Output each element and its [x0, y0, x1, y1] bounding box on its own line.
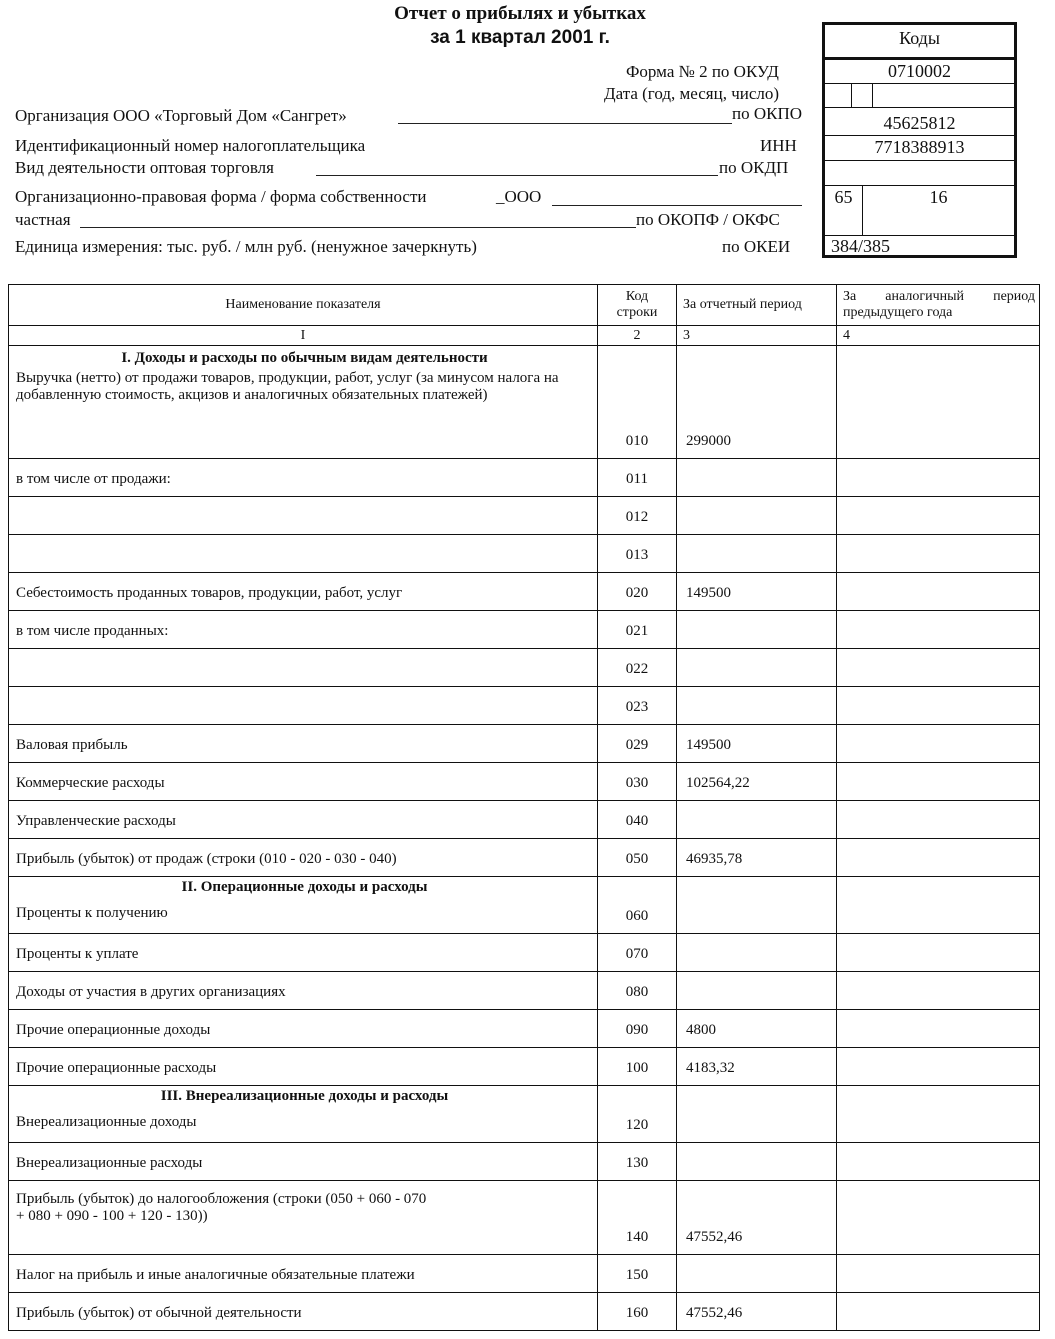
row-current: [677, 687, 837, 725]
table-row: [9, 1181, 1040, 1255]
row-current: [677, 1143, 837, 1181]
row-current: 4183,32: [677, 1048, 837, 1086]
activity-underline: [316, 175, 718, 176]
row-name: в том числе от продажи:: [9, 459, 598, 497]
row-previous: [837, 1086, 1040, 1143]
okpo-label: по ОКПО: [732, 104, 803, 123]
row-name: Внереализационные доходы: [16, 1114, 197, 1130]
row-name: Налог на прибыль и иные аналогичные обязательные платежи: [9, 1255, 598, 1293]
row-name: Управленческие расходы: [9, 801, 598, 839]
row-previous: [837, 839, 1040, 877]
row-previous: [837, 346, 1040, 459]
row-code: 090: [598, 1010, 677, 1048]
row-code: 080: [598, 972, 677, 1010]
row-current: [677, 649, 837, 687]
unit-label: Единица измерения: тыс. руб. / млн руб. (ненужное зачеркнуть): [15, 237, 477, 256]
legal-form-value: _ООО: [496, 187, 542, 206]
table-row: [9, 725, 1040, 763]
row-code: 050: [598, 839, 677, 877]
okopf-code: 65: [825, 186, 863, 236]
row-name: Валовая прибыль: [9, 725, 598, 763]
col-name-header: Наименование показателя: [9, 285, 598, 326]
okdp-code: [825, 161, 1014, 186]
row-name: Прочие операционные доходы: [9, 1010, 598, 1048]
row-current: [677, 1086, 837, 1143]
row-current: 149500: [677, 725, 837, 763]
row-name: Внереализационные расходы: [9, 1143, 598, 1181]
table-row: [9, 763, 1040, 801]
row-current: 149500: [677, 573, 837, 611]
row-previous: [837, 1010, 1040, 1048]
row-previous: [837, 763, 1040, 801]
organization-underline: [398, 123, 732, 124]
profit-loss-table: [8, 284, 1040, 1331]
row-current: [677, 459, 837, 497]
table-row: [9, 801, 1040, 839]
codes-box: [822, 22, 1017, 258]
row-current: [677, 801, 837, 839]
form-label: Форма № 2 по ОКУД: [626, 62, 779, 81]
row-previous: [837, 573, 1040, 611]
row-name: Себестоимость проданных товаров, продукции, работ, услуг: [9, 573, 598, 611]
row-name: Прибыль (убыток) от продаж (строки (010 - 020 - 030 - 040): [9, 839, 598, 877]
table-row: [9, 877, 1040, 934]
ownership-value: частная: [15, 210, 71, 229]
row-current: 102564,22: [677, 763, 837, 801]
row-code: 040: [598, 801, 677, 839]
row-code: 100: [598, 1048, 677, 1086]
row-previous: [837, 1181, 1040, 1255]
table-row: [9, 346, 1040, 459]
table-row: [9, 1048, 1040, 1086]
row-name: Прочие операционные расходы: [9, 1048, 598, 1086]
ownership-underline: [80, 227, 636, 228]
row-name: [9, 497, 598, 535]
col-number-1: I: [9, 326, 598, 346]
table-row: [9, 1255, 1040, 1293]
okdp-label: по ОКДП: [719, 158, 789, 177]
col-current-header: За отчетный период: [677, 285, 837, 326]
table-row: [9, 573, 1040, 611]
row-code: 011: [598, 459, 677, 497]
section-3-heading: III. Внереализационные доходы и расходы: [160, 1088, 449, 1104]
row-name: Выручка (нетто) от продажи товаров, продукции, работ, услуг (за минусом налога на добавленную стоимость, акцизов и аналогичных обязательных платежей): [16, 370, 559, 403]
okpo-code: 45625812: [825, 108, 1014, 136]
row-current: [677, 611, 837, 649]
table-row: [9, 1010, 1040, 1048]
row-current: [677, 535, 837, 573]
row-current: [677, 934, 837, 972]
table-row: [9, 459, 1040, 497]
row-previous: [837, 1048, 1040, 1086]
row-previous: [837, 649, 1040, 687]
inn-label: ИНН: [760, 136, 797, 155]
table-row: [9, 839, 1040, 877]
row-code: 020: [598, 573, 677, 611]
col-previous-header: За аналогичный период предыдущего года: [837, 285, 1040, 326]
row-previous: [837, 934, 1040, 972]
row-current: [677, 972, 837, 1010]
table-row: [9, 1086, 1040, 1143]
row-code: 010: [598, 346, 677, 459]
table-row: [9, 535, 1040, 573]
row-previous: [837, 459, 1040, 497]
table-row: [9, 1293, 1040, 1331]
okei-code: 384/385: [831, 236, 891, 256]
okopf-label: по ОКОПФ / ОКФС: [636, 210, 780, 229]
table-row: [9, 611, 1040, 649]
date-label: Дата (год, месяц, число): [604, 84, 780, 103]
table-row: [9, 497, 1040, 535]
row-previous: [837, 1143, 1040, 1181]
organization-label: Организация ООО «Торговый Дом «Сангрет»: [15, 106, 347, 125]
activity-label: Вид деятельности оптовая торговля: [15, 158, 274, 177]
table-header-row: [9, 285, 1040, 326]
row-code: 030: [598, 763, 677, 801]
row-name: Проценты к получению: [16, 905, 168, 921]
row-current: 299000: [677, 346, 837, 459]
row-previous: [837, 497, 1040, 535]
okud-code: 0710002: [825, 60, 1014, 84]
row-previous: [837, 972, 1040, 1010]
table-row: [9, 972, 1040, 1010]
row-current: [677, 1255, 837, 1293]
row-code: 120: [598, 1086, 677, 1143]
row-name: [9, 687, 598, 725]
row-current: 47552,46: [677, 1181, 837, 1255]
row-code: 029: [598, 725, 677, 763]
table-row: [9, 1143, 1040, 1181]
row-previous: [837, 1293, 1040, 1331]
row-previous: [837, 725, 1040, 763]
row-previous: [837, 535, 1040, 573]
row-code: 021: [598, 611, 677, 649]
report-title: Отчет о прибылях и убытках: [394, 3, 646, 24]
row-name: [9, 535, 598, 573]
row-code: 013: [598, 535, 677, 573]
row-code: 150: [598, 1255, 677, 1293]
row-current: 4800: [677, 1010, 837, 1048]
row-current: 47552,46: [677, 1293, 837, 1331]
row-previous: [837, 801, 1040, 839]
okfs-code: 16: [863, 186, 1014, 236]
row-previous: [837, 611, 1040, 649]
legal-form-underline: [552, 205, 802, 206]
row-name: Коммерческие расходы: [9, 763, 598, 801]
row-name: [9, 649, 598, 687]
row-previous: [837, 687, 1040, 725]
row-code: 130: [598, 1143, 677, 1181]
col-number-4: 4: [837, 326, 1040, 346]
section-2-heading: II. Операционные доходы и расходы: [181, 879, 428, 895]
legal-form-label: Организационно-правовая форма / форма собственности: [15, 187, 427, 206]
row-code: 140: [598, 1181, 677, 1255]
col-number-3: 3: [677, 326, 837, 346]
row-previous: [837, 1255, 1040, 1293]
row-code: 012: [598, 497, 677, 535]
row-name: в том числе проданных:: [9, 611, 598, 649]
row-code: 060: [598, 877, 677, 934]
row-current: 46935,78: [677, 839, 837, 877]
row-name: Проценты к уплате: [9, 934, 598, 972]
okei-label: по ОКЕИ: [722, 237, 791, 256]
row-current: [677, 877, 837, 934]
table-row: [9, 687, 1040, 725]
row-previous: [837, 877, 1040, 934]
date-code: [825, 84, 1014, 108]
col-number-2: 2: [598, 326, 677, 346]
row-name: Прибыль (убыток) от обычной деятельности: [9, 1293, 598, 1331]
row-code: 160: [598, 1293, 677, 1331]
row-current: [677, 497, 837, 535]
column-numbers-row: [9, 326, 1040, 346]
codes-heading: Коды: [825, 25, 1014, 60]
col-code-header: Код строки: [598, 285, 677, 326]
row-name: Прибыль (убыток) до налогообложения (строки (050 + 060 - 070 + 080 + 090 - 100 + 120 - 130)): [16, 1191, 427, 1224]
inn-code: 7718388913: [825, 136, 1014, 161]
date-code-divider: [851, 84, 873, 107]
row-name: Доходы от участия в других организациях: [9, 972, 598, 1010]
table-row: [9, 649, 1040, 687]
inn-description: Идентификационный номер налогоплательщика: [15, 136, 366, 155]
row-code: 070: [598, 934, 677, 972]
table-row: [9, 934, 1040, 972]
report-period: за 1 квартал 2001 г.: [430, 27, 610, 48]
row-code: 023: [598, 687, 677, 725]
section-1-heading: I. Доходы и расходы по обычным видам деятельности: [121, 350, 488, 366]
row-code: 022: [598, 649, 677, 687]
